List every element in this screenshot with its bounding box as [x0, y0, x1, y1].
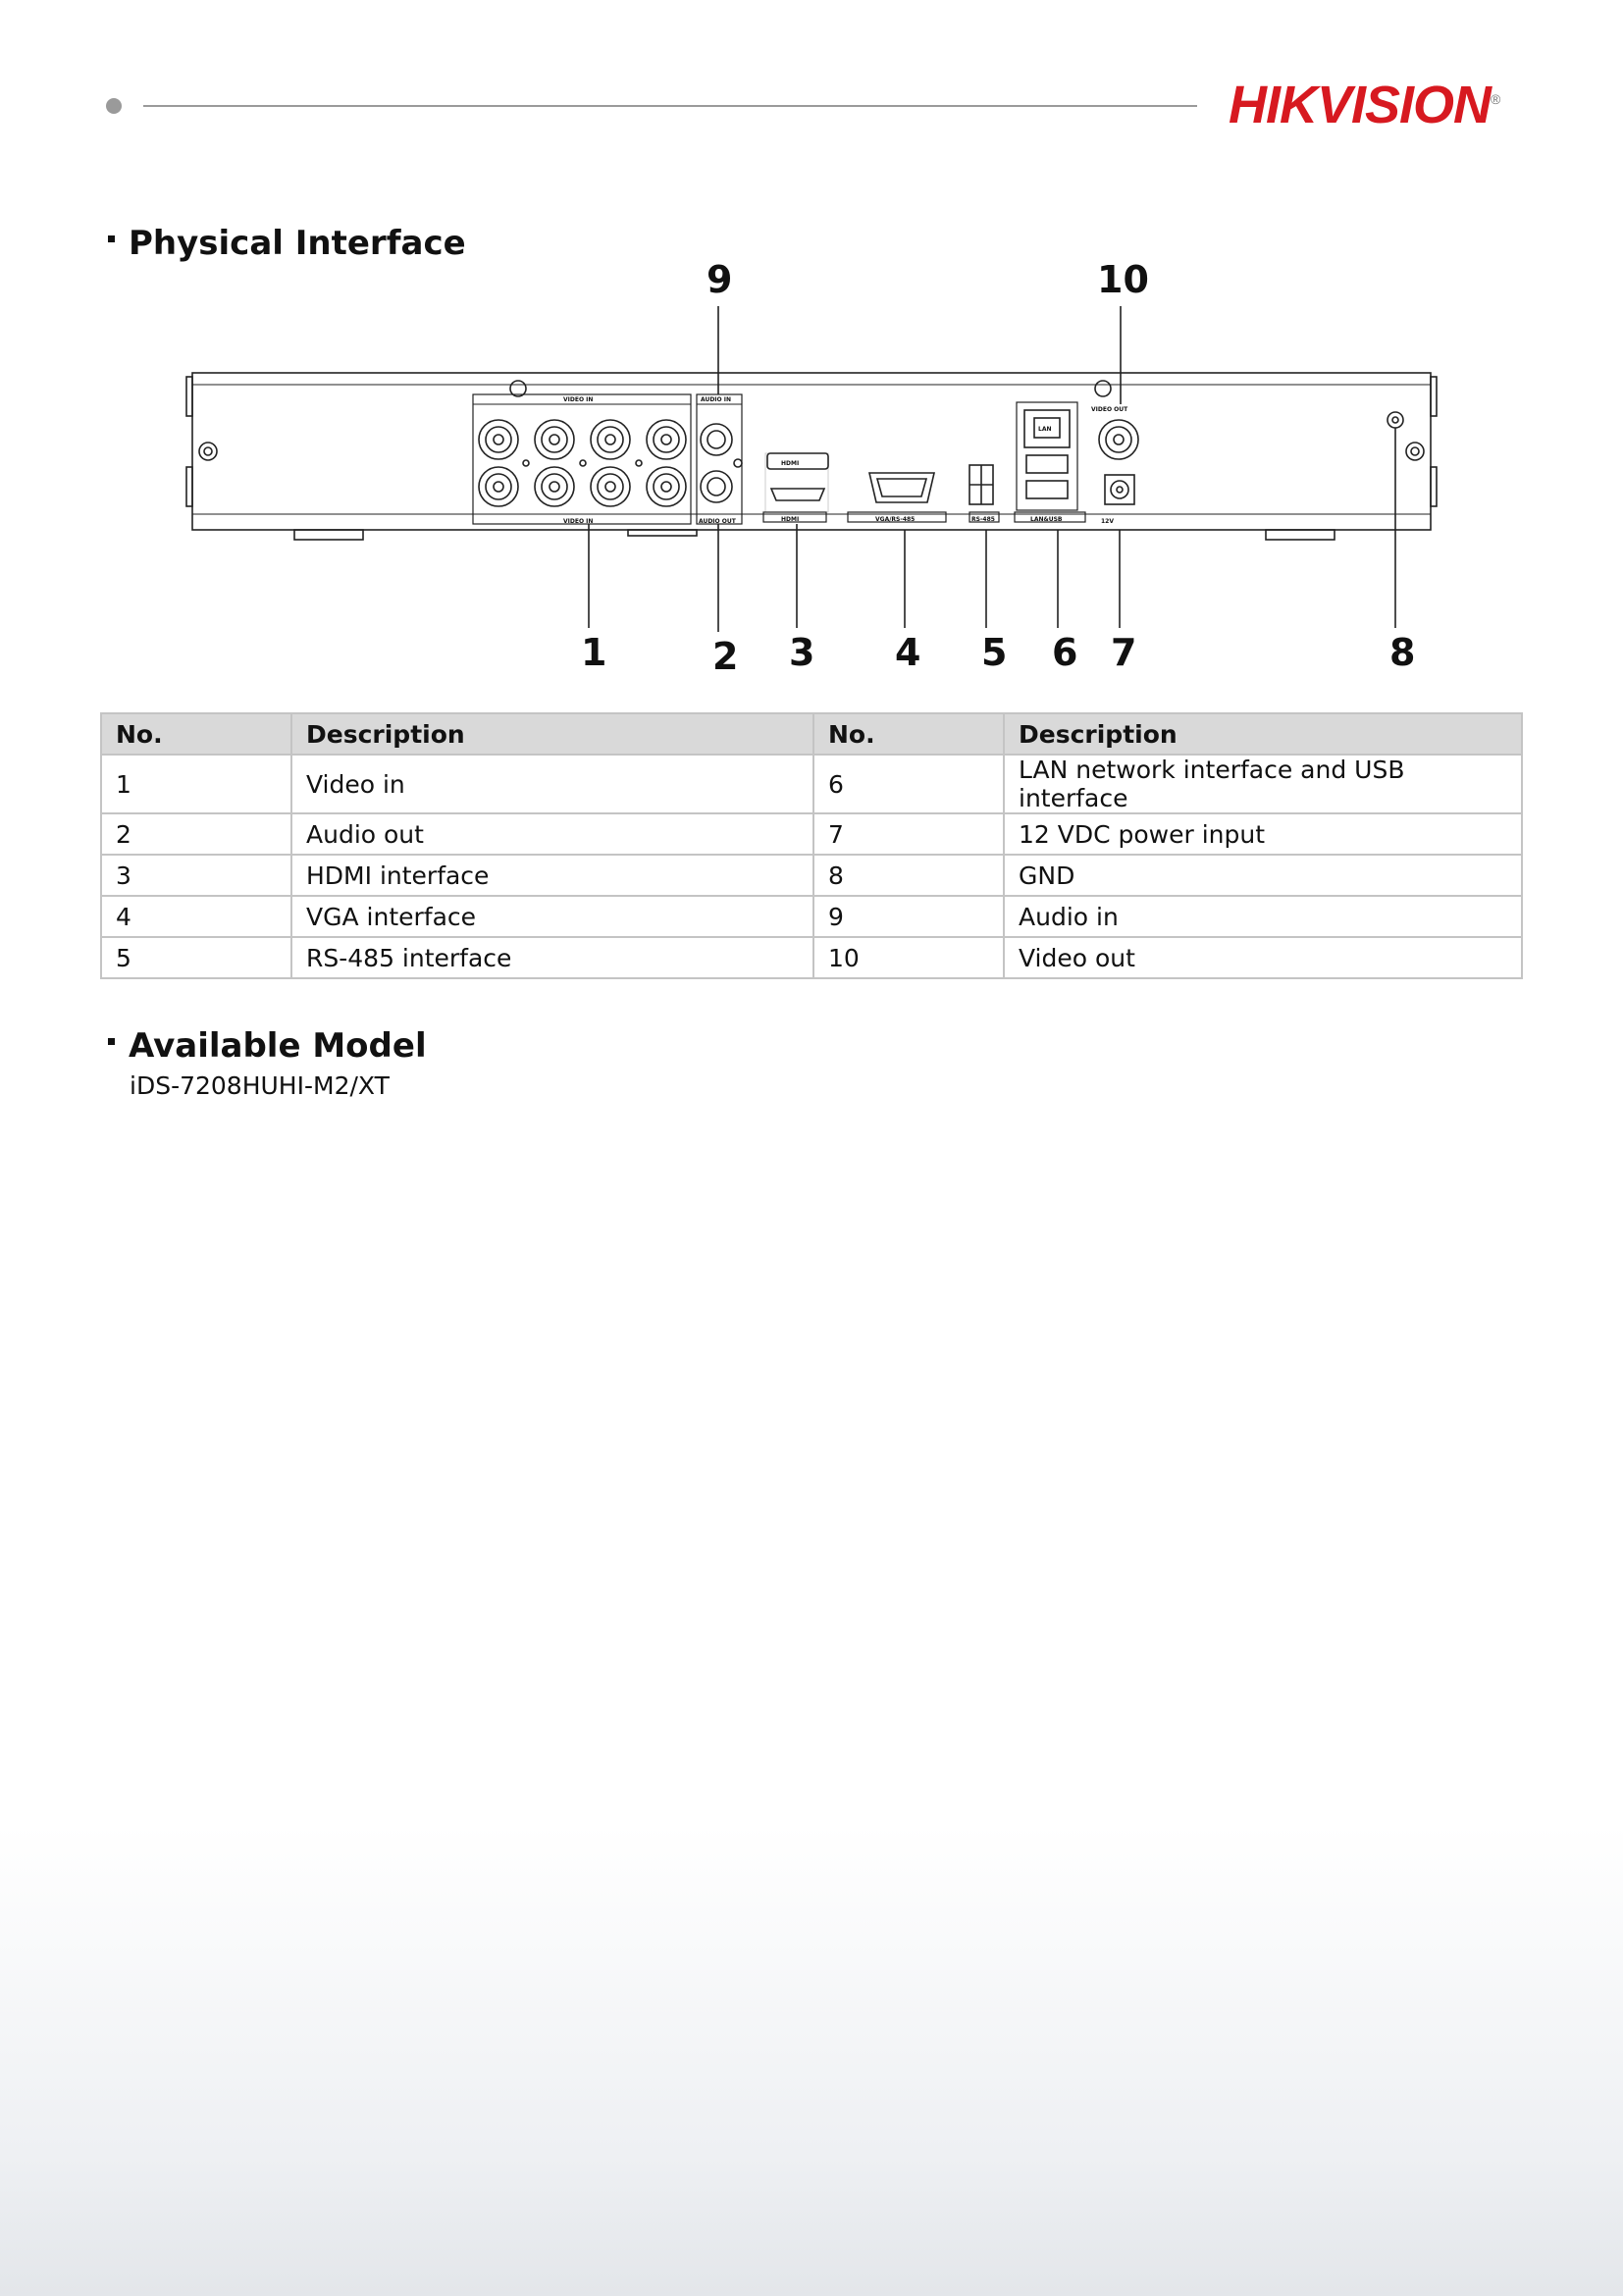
interface-table	[100, 712, 1523, 979]
cell-no: 1	[101, 755, 291, 813]
page-background-fade	[0, 1825, 1623, 2296]
label-rs485: RS-485	[971, 516, 995, 523]
cell-description: Audio in	[1004, 896, 1522, 937]
label-hdmi: HDMI	[781, 516, 800, 523]
callout-7: 7	[1111, 631, 1137, 674]
logo-registered-mark: ®	[1491, 91, 1500, 107]
header-description-left: Description	[291, 713, 813, 755]
cell-description: VGA interface	[291, 896, 813, 937]
screw-icon	[1095, 381, 1111, 396]
cell-no: 2	[101, 813, 291, 855]
callout-4: 4	[895, 631, 921, 674]
screw-icon	[199, 443, 217, 460]
table-row	[101, 813, 1522, 855]
screw-icon	[1406, 443, 1424, 460]
usb-port-icon	[1026, 455, 1068, 473]
model-number: iDS-7208HUHI-M2/XT	[130, 1071, 390, 1100]
label-video-in-top: VIDEO IN	[563, 396, 594, 403]
physical-interface-title-text: Physical Interface	[129, 224, 466, 263]
callout-10: 10	[1097, 258, 1149, 301]
cell-description: RS-485 interface	[291, 937, 813, 978]
callout-5: 5	[981, 631, 1008, 674]
callout-8: 8	[1389, 631, 1416, 674]
table-row	[101, 896, 1522, 937]
label-video-out: VIDEO OUT	[1091, 406, 1128, 413]
available-model-title-text: Available Model	[129, 1026, 427, 1066]
label-hdmi-logo: HDMI	[781, 460, 800, 467]
cell-description: Audio out	[291, 813, 813, 855]
gnd-terminal-icon	[1387, 412, 1403, 428]
cell-description: LAN network interface and USB interface	[1004, 755, 1522, 813]
cell-description: HDMI interface	[291, 855, 813, 896]
usb-port-icon	[1026, 481, 1068, 498]
video-in-bnc-connectors	[479, 420, 686, 506]
callout-9: 9	[707, 258, 733, 301]
available-model-title	[108, 1026, 427, 1066]
cell-no: 6	[813, 755, 1004, 813]
cell-description: Video in	[291, 755, 813, 813]
hdmi-port-icon	[771, 489, 824, 500]
callout-3: 3	[789, 631, 815, 674]
cell-no: 3	[101, 855, 291, 896]
cell-no: 5	[101, 937, 291, 978]
label-lan-usb: LAN&USB	[1030, 516, 1063, 523]
chassis-outline	[192, 373, 1431, 530]
callout-2: 2	[712, 635, 739, 678]
label-vga-rs485: VGA/RS-485	[875, 516, 916, 523]
power-jack-icon	[1105, 475, 1134, 504]
audio-rca-connectors	[701, 424, 732, 502]
table-row	[101, 755, 1522, 813]
table-row	[101, 855, 1522, 896]
header-no-right: No.	[813, 713, 1004, 755]
callout-6: 6	[1052, 631, 1078, 674]
table-header-row	[101, 713, 1522, 755]
table-row	[101, 937, 1522, 978]
header-description-right: Description	[1004, 713, 1522, 755]
cell-no: 8	[813, 855, 1004, 896]
label-video-in-bottom: VIDEO IN	[563, 518, 594, 525]
cell-description: 12 VDC power input	[1004, 813, 1522, 855]
bullet-icon	[108, 1038, 115, 1045]
header-no-left: No.	[101, 713, 291, 755]
label-lan: LAN	[1038, 426, 1052, 433]
cell-description: GND	[1004, 855, 1522, 896]
cell-no: 9	[813, 896, 1004, 937]
label-audio-in: AUDIO IN	[701, 396, 731, 403]
rear-panel-diagram	[0, 0, 1623, 706]
cell-no: 7	[813, 813, 1004, 855]
logo-hik: HIK	[1229, 76, 1317, 134]
label-audio-out: AUDIO OUT	[699, 518, 736, 525]
logo-vision: VISION	[1317, 76, 1492, 134]
label-12v: 12V	[1101, 518, 1114, 525]
cell-no: 10	[813, 937, 1004, 978]
callout-1: 1	[581, 631, 607, 674]
cell-description: Video out	[1004, 937, 1522, 978]
video-out-bnc-connector	[1099, 420, 1138, 459]
cell-no: 4	[101, 896, 291, 937]
